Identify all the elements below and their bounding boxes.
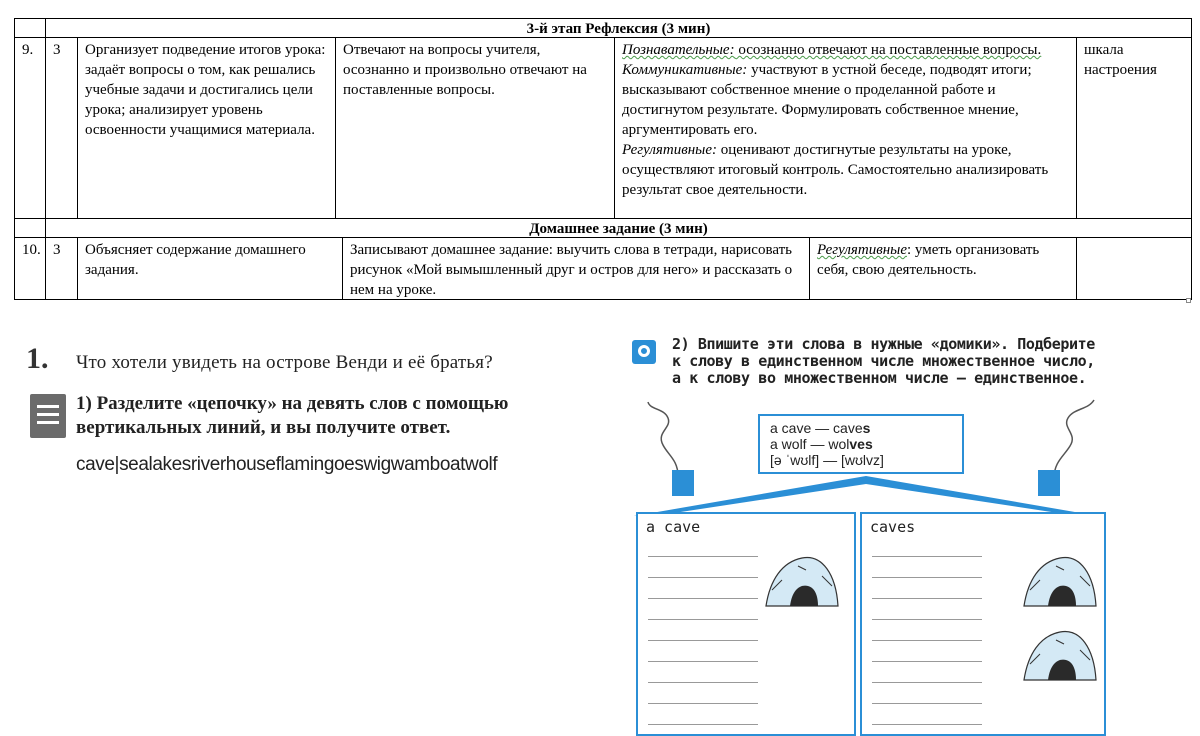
task-number: 2) — [672, 335, 690, 353]
uud-cell — [614, 38, 1076, 218]
task-instruction — [672, 336, 1102, 387]
homework-title: Домашнее задание (3 мин) — [45, 219, 1191, 237]
house-roof-icon — [624, 470, 1108, 518]
task-instruction — [76, 392, 540, 440]
left-antenna-icon — [638, 400, 698, 480]
exercise-number: 1. — [26, 342, 49, 375]
uud-communicative-label: Коммуникативные: — [622, 62, 748, 78]
stage-title: 3-й этап Рефлексия (3 мин) — [45, 19, 1191, 37]
workbook-right-exercise — [624, 330, 1108, 726]
row-number: 9. — [22, 42, 34, 58]
word-chain: cave|sealakesriverhouseflamingoeswigwamboatwolf — [76, 454, 498, 475]
resize-handle[interactable] — [1186, 298, 1191, 303]
cave-icon — [762, 550, 842, 610]
example-line: [ə ˈwʊlf] — [wʊlvz] — [770, 452, 884, 468]
house-plural-label: caves — [870, 518, 916, 536]
example-line: a cave — caves — [770, 420, 871, 436]
uud-regulative-label: Регулятивные — [817, 242, 907, 258]
answer-lines[interactable] — [648, 544, 758, 733]
uud-regulative-text: оценивают достигнутые результаты на уроке, осуществляют итоговый контроль. Самостоятельно анализировать результат свое деятельности. — [622, 142, 1049, 198]
student-activity: Записывают домашнее задание: выучить слова в тетради, нарисовать рисунок «Мой вымышленный друг и остров для него» и рассказать о нем на уроке. — [342, 238, 809, 299]
uud-regulative-text: : уметь организовать себя, свою деятельность. — [817, 242, 1040, 278]
house-singular-label: a cave — [646, 518, 701, 536]
table-row — [14, 38, 1192, 218]
list-icon — [30, 394, 66, 438]
task-text: Разделите «цепочку» на девять слов с помощью вертикальных линий, и вы получите ответ. — [76, 393, 509, 438]
example-line: a wolf — wolves — [770, 436, 873, 452]
row-time: 3 — [45, 38, 77, 218]
cave-icon — [1020, 550, 1100, 610]
answer-lines[interactable] — [872, 544, 982, 733]
write-task-icon — [632, 340, 656, 364]
homework-header-row — [14, 218, 1192, 238]
uud-cell — [809, 238, 1076, 299]
workbook-left-exercise — [20, 328, 540, 488]
tool-cell: шкала настроения — [1076, 38, 1193, 218]
uud-regulative-label: Регулятивные: — [622, 142, 717, 158]
exercise-question: Что хотели увидеть на острове Венди и её братья? — [76, 352, 493, 373]
uud-communicative-text: участвуют в устной беседе, подводят итоги; высказывают собственное мнение о проделанной работе и достигнутом результате. Формулировать собственное мнение, аргументировать его. — [622, 62, 1032, 138]
house-singular — [636, 512, 856, 736]
uud-cognitive-text: осознанно отвечают на поставленные вопросы. — [734, 42, 1042, 58]
row-number: 10. — [22, 242, 41, 258]
teacher-activity: Организует подведение итогов урока: задаёт вопросы о том, как решались учебные задачи и достигались цели урока; анализирует уровень освоенности учащимися материала. — [77, 38, 335, 218]
task-text: Впишите эти слова в нужные «домики». Подберите к слову в единственном числе множественное число, а к слову во множественном числе — единственное. — [672, 335, 1095, 387]
row-time: 3 — [45, 238, 77, 299]
teacher-activity: Объясняет содержание домашнего задания. — [77, 238, 342, 299]
stage-header-row — [14, 18, 1192, 38]
student-activity: Отвечают на вопросы учителя, осознанно и произвольно отвечают на поставленные вопросы. — [335, 38, 614, 218]
uud-cognitive-label: Познавательные: — [622, 42, 735, 58]
house-plural — [860, 512, 1106, 736]
tool-cell — [1076, 238, 1193, 299]
cave-icon — [1020, 624, 1100, 684]
task-number: 1) — [76, 393, 92, 414]
table-row — [14, 238, 1192, 300]
example-box — [758, 414, 964, 474]
